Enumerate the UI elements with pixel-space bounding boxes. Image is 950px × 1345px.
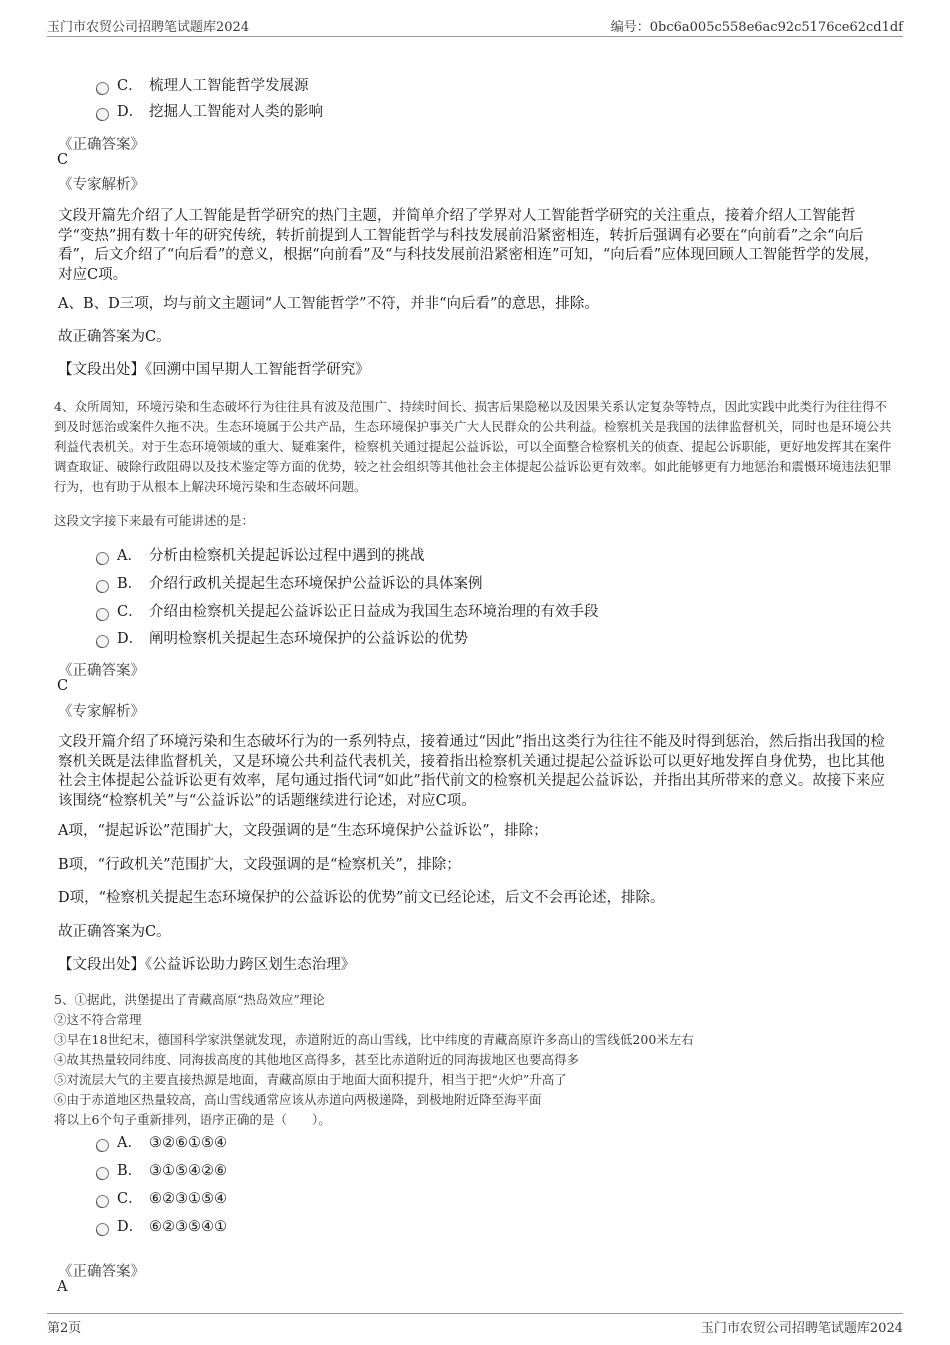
q5-option-d[interactable] <box>96 1216 227 1238</box>
q4-answer-label: 《正确答案》 <box>58 663 145 679</box>
q5-option-c[interactable] <box>96 1188 227 1210</box>
q3-analysis-p2: A、B、D三项，均与前文主题词“人工智能哲学”不符，并非“向后看”的意思，排除。 <box>58 296 599 312</box>
q4-analysis-p2: A项，“提起诉讼”范围扩大，文段强调的是“生态环境保护公益诉讼”，排除； <box>58 823 548 839</box>
header-doc-id: 编号：0bc6a005c558e6ac92c5176ce62cd1df <box>610 20 903 35</box>
radio-icon[interactable] <box>96 608 109 621</box>
q5-line-2: ②这不符合常理 <box>54 1012 142 1027</box>
radio-icon[interactable] <box>96 1195 109 1208</box>
q4-source: 【文段出处】《公益诉讼助力跨区划生态治理》 <box>58 957 356 973</box>
option-text: ③①⑤④②⑥ <box>149 1163 227 1179</box>
header-title: 玉门市农贸公司招聘笔试题库2024 <box>47 20 250 35</box>
radio-icon[interactable] <box>96 580 109 593</box>
q5-line-3: ③早在18世纪末，德国科学家洪堡就发现，赤道附近的高山雪线，比中纬度的青藏高原许多高山的雪线低200米左右 <box>54 1032 694 1047</box>
q4-analysis-p5: 故正确答案为C。 <box>58 924 171 940</box>
q3-answer-label: 《正确答案》 <box>58 137 145 153</box>
q5-answer: A <box>57 1279 68 1295</box>
q3-option-c[interactable] <box>96 75 309 97</box>
q5-line-1: 5、①据此，洪堡提出了青藏高原“热岛效应”理论 <box>54 992 325 1007</box>
q4-analysis-label: 《专家解析》 <box>58 704 145 720</box>
page-footer <box>47 1313 903 1336</box>
radio-icon[interactable] <box>96 1167 109 1180</box>
q5-option-a[interactable] <box>96 1132 227 1154</box>
option-text: 梳理人工智能哲学发展源 <box>149 78 309 94</box>
q4-analysis-p3: B项，“行政机关”范围扩大，文段强调的是“检察机关”，排除； <box>58 857 461 873</box>
footer-title: 玉门市农贸公司招聘笔试题库2024 <box>700 1321 903 1336</box>
q3-option-d[interactable] <box>96 101 323 123</box>
q4-option-b[interactable] <box>96 573 483 595</box>
q5-question: 将以上6个句子重新排列，语序正确的是（ ）。 <box>54 1112 331 1127</box>
q4-analysis-p4: D项，“检察机关提起生态环境保护的公益诉讼的优势”前文已经论述，后文不会再论述，排除。 <box>58 890 665 906</box>
option-key: D． <box>117 631 144 647</box>
option-key: B． <box>117 576 143 592</box>
option-text: ⑥②③①⑤④ <box>149 1191 227 1207</box>
q4-stem: 4、众所周知，环境污染和生态破坏行为往往具有波及范围广、持续时间长、损害后果隐秘以及因果关系认定复杂等特点，因此实践中此类行为往往得不到及时惩治或案件久拖不决。生态环境属于公共产品，生态环境保护事关广大人民群众的公共利益。检察机关是我国的法律监督机关，同时也是环境公共利益代表机关。对于生态环境领域的重大、疑难案件，检察机关通过提起公益诉讼，可以全面整合检察机关的侦查、提起公诉职能，更好地发挥其在案件调查取证、破除行政阻碍以及技术鉴定等方面的优势，较之社会组织等其他社会主体提起公益诉讼更有效率。如此能够更有力地惩治和震慑环境违法犯罪行为，也有助于从根本上解决环境污染和生态破坏问题。 <box>54 399 892 494</box>
option-key: A． <box>117 1135 142 1151</box>
q5-line-6: ⑥由于赤道地区热量较高，高山雪线通常应该从赤道向两极递降，到极地附近降至海平面 <box>54 1092 542 1107</box>
q3-analysis-label: 《专家解析》 <box>58 177 145 193</box>
q4-option-c[interactable] <box>96 601 599 623</box>
option-key: C． <box>117 1191 143 1207</box>
radio-icon[interactable] <box>96 1139 109 1152</box>
option-text: ⑥②③⑤④① <box>149 1219 227 1235</box>
q5-line-5: ⑤对流层大气的主要直接热源是地面，青藏高原由于地面大面积提升，相当于把“火炉”升高了 <box>54 1072 567 1087</box>
option-key: D． <box>117 1219 144 1235</box>
q5-answer-label: 《正确答案》 <box>58 1264 145 1280</box>
page-number: 第2页 <box>47 1321 82 1336</box>
option-text: 分析由检察机关提起诉讼过程中遇到的挑战 <box>149 548 425 564</box>
option-text: 挖掘人工智能对人类的影响 <box>149 104 323 120</box>
option-text: 阐明检察机关提起生态环境保护的公益诉讼的优势 <box>149 631 468 647</box>
q4-option-a[interactable] <box>96 545 425 567</box>
q3-analysis-p1: 文段开篇先介绍了人工智能是哲学研究的热门主题，并简单介绍了学界对人工智能哲学研究的关注重点，接着介绍人工智能哲学“变热”拥有数十年的研究传统，转折前提到人工智能哲学与科技发展前沿紧密相连，转折后强调有必要在“向前看”之余“向后看”，后文介绍了“向后看”的意义，根据“向前看”及“与科技发展前沿紧密相连”可知，“向后看”应体现回顾人工智能哲学的发展，对应C项。 <box>58 208 879 283</box>
option-key: C． <box>117 78 143 94</box>
q4-question: 这段文字接下来最有可能讲述的是： <box>54 513 255 528</box>
option-text: 介绍行政机关提起生态环境保护公益诉讼的具体案例 <box>149 576 483 592</box>
radio-icon[interactable] <box>96 82 109 95</box>
q3-answer: C <box>57 152 69 168</box>
option-text: 介绍由检察机关提起公益诉讼正日益成为我国生态环境治理的有效手段 <box>149 604 599 620</box>
radio-icon[interactable] <box>96 552 109 565</box>
q4-answer: C <box>57 678 69 694</box>
q4-option-d[interactable] <box>96 628 468 650</box>
option-key: D． <box>117 104 144 120</box>
q4-analysis-p1: 文段开篇介绍了环境污染和生态破坏行为的一系列特点，接着通过“因此”指出这类行为往往不能及时得到惩治，然后指出我国的检察机关既是法律监督机关，又是环境公共利益代表机关，接着指出检察机关通过提起公益诉讼可以更好地发挥自身优势，也比其他社会主体提起公益诉讼更有效率，尾句通过指代词“如此”指代前文的检察机关提起公益诉讼，并指出其所带来的意义。故接下来应该围绕“检察机关”与“公益诉讼”的话题继续进行论述，对应C项。 <box>58 734 885 809</box>
radio-icon[interactable] <box>96 108 109 121</box>
option-key: B． <box>117 1163 143 1179</box>
q5-line-4: ④故其热量较同纬度、同海拔高度的其他地区高得多，甚至比赤道附近的同海拔地区也要高得多 <box>54 1052 580 1067</box>
option-text: ③②⑥①⑤④ <box>149 1135 227 1151</box>
q3-analysis-p3: 故正确答案为C。 <box>58 329 171 345</box>
page-header <box>47 14 903 37</box>
q5-option-b[interactable] <box>96 1160 227 1182</box>
option-key: A． <box>117 548 142 564</box>
radio-icon[interactable] <box>96 1223 109 1236</box>
option-key: C． <box>117 604 143 620</box>
q3-source: 【文段出处】《回溯中国早期人工智能哲学研究》 <box>58 362 370 378</box>
radio-icon[interactable] <box>96 635 109 648</box>
